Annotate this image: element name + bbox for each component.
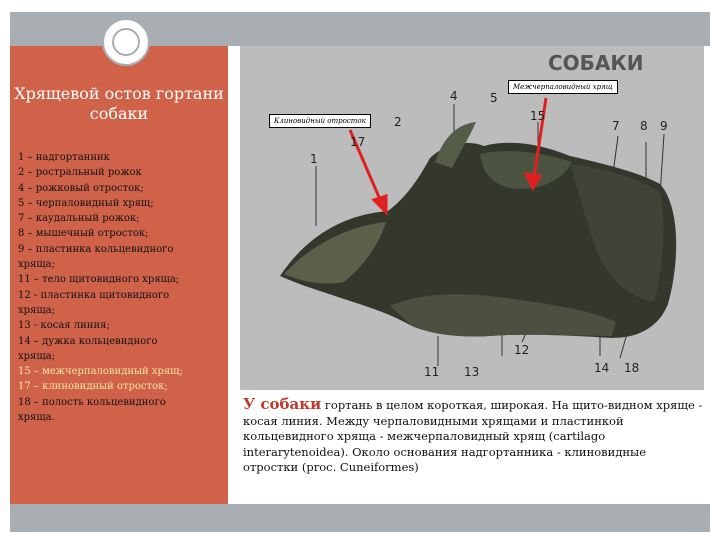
- legend-item: 4 – рожковый отросток;: [18, 182, 144, 194]
- legend-item: 11 – тело щитовидного хряща;: [18, 274, 180, 286]
- caption-lead: У собаки: [243, 395, 322, 413]
- part-number: 8: [640, 119, 648, 133]
- legend-item: хряща;: [18, 350, 55, 362]
- legend-item: 2 – ростральный рожок: [18, 167, 142, 179]
- part-number: 18: [624, 361, 640, 375]
- larynx-figure: [240, 46, 704, 390]
- part-number: 17: [350, 135, 366, 149]
- part-number: 1: [310, 152, 318, 166]
- legend-item: хряща.: [18, 412, 55, 424]
- label-interarytenoid: Межчерпаловидный хрящ: [508, 80, 618, 94]
- slide-ornament: [102, 18, 150, 66]
- part-number: 13: [464, 365, 480, 379]
- cartilage-shape: [280, 122, 676, 338]
- legend-item: хряща;: [18, 304, 55, 316]
- part-number: 11: [424, 365, 440, 379]
- part-number: 9: [660, 119, 668, 133]
- slide-ornament-inner: [112, 28, 140, 56]
- part-number: 12: [514, 343, 530, 357]
- legend-item: 15 – межчерпаловидный хрящ;: [18, 366, 183, 378]
- legend-item: 1 – надгортанник: [18, 152, 110, 163]
- slide-title: Хрящевой остов гортани собаки: [14, 84, 224, 123]
- bottom-band: [10, 504, 710, 532]
- label-cuneiform: Клиновидный отросток: [269, 114, 371, 128]
- larynx-illustration: [240, 46, 704, 390]
- legend-item: 12 - пластинка щитовидного: [18, 289, 170, 301]
- legend-item: 9 – пластинка кольцевидного: [18, 243, 174, 255]
- legend-item: 14 – дужка кольцевидного: [18, 335, 158, 347]
- legend-item: 5 – черпаловидный хрящ;: [18, 197, 154, 209]
- figure-heading: СОБАКИ: [548, 51, 644, 75]
- part-number: 14: [594, 361, 610, 375]
- caption-text: [243, 397, 703, 476]
- legend-item: 17 – клиновидный отросток;: [18, 381, 168, 393]
- caption-body: гортань в целом короткая, широкая. На щито-видном хряще - косая линия. Между черпаловидными хрящами и пластинкой кольцевидного хряща - межчерпаловидный хрящ (cartilago interarytenoidea). Около основания надгортанника - клиновидные отростки (proc. Cuneiformes): [243, 398, 703, 474]
- legend-item: 8 – мышечный отросток;: [18, 228, 149, 240]
- legend-list: [18, 150, 228, 425]
- part-number: 4: [450, 89, 458, 103]
- legend-item: 13 - косая линия;: [18, 320, 110, 332]
- part-number: 7: [612, 119, 620, 133]
- part-number: 2: [394, 115, 402, 129]
- legend-item: 7 – каудальный рожок;: [18, 213, 140, 225]
- part-number: 5: [490, 91, 498, 105]
- part-number: 15: [530, 109, 546, 123]
- legend-item: хряща;: [18, 259, 55, 271]
- legend-item: 18 – полость кольцевидного: [18, 396, 166, 408]
